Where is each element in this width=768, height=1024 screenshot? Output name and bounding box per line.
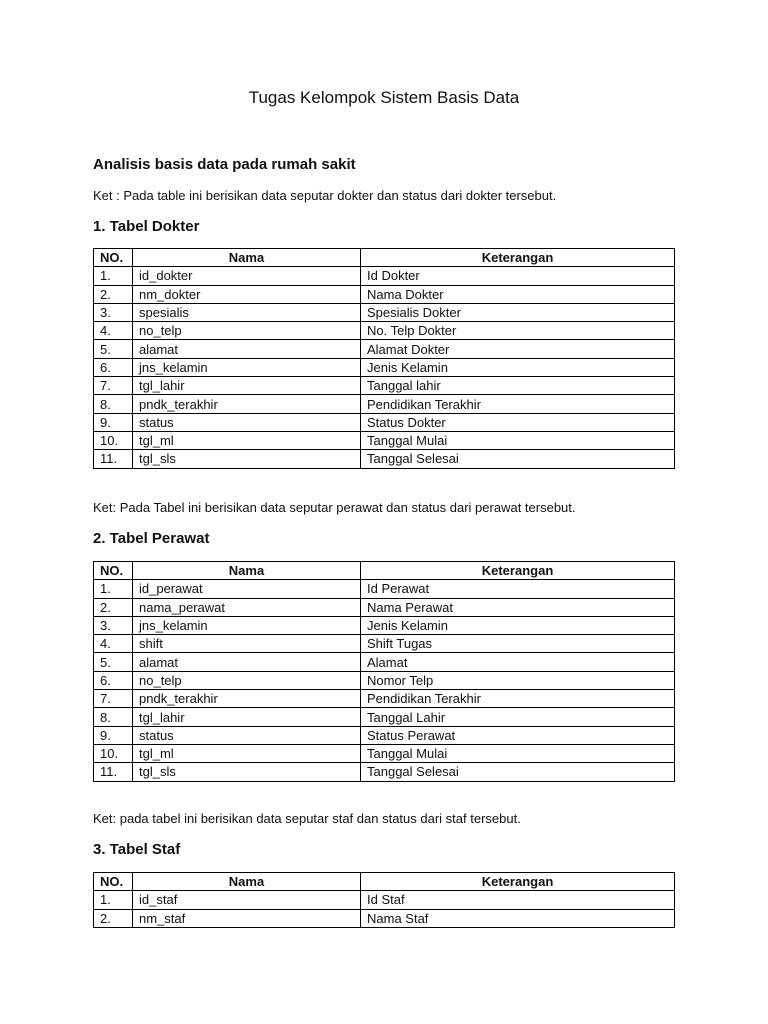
cell-nama: nm_dokter: [133, 285, 361, 303]
table-row: [94, 267, 675, 285]
table-row: [94, 580, 675, 598]
header-no: NO.: [94, 562, 133, 580]
cell-nama: tgl_ml: [133, 744, 361, 762]
cell-no: 3.: [94, 616, 133, 634]
cell-nama: spesialis: [133, 303, 361, 321]
table-row: [94, 616, 675, 634]
cell-keterangan: No. Telp Dokter: [361, 322, 675, 340]
cell-nama: id_staf: [133, 891, 361, 909]
cell-no: 10.: [94, 744, 133, 762]
section-1-heading: 1. Tabel Dokter: [93, 218, 200, 235]
cell-keterangan: Id Dokter: [361, 267, 675, 285]
cell-no: 5.: [94, 340, 133, 358]
table-dokter: [93, 248, 675, 469]
cell-nama: id_dokter: [133, 267, 361, 285]
cell-nama: tgl_sls: [133, 450, 361, 468]
cell-nama: alamat: [133, 653, 361, 671]
cell-keterangan: Pendidikan Terakhir: [361, 395, 675, 413]
table-row: [94, 431, 675, 449]
cell-no: 1.: [94, 267, 133, 285]
table-row: [94, 690, 675, 708]
cell-no: 1.: [94, 891, 133, 909]
cell-keterangan: Status Perawat: [361, 726, 675, 744]
cell-nama: status: [133, 413, 361, 431]
table-row: [94, 358, 675, 376]
cell-keterangan: Id Perawat: [361, 580, 675, 598]
table-row: [94, 653, 675, 671]
cell-nama: pndk_terakhir: [133, 395, 361, 413]
cell-keterangan: Alamat Dokter: [361, 340, 675, 358]
cell-no: 7.: [94, 377, 133, 395]
cell-keterangan: Tanggal lahir: [361, 377, 675, 395]
cell-keterangan: Status Dokter: [361, 413, 675, 431]
table-row: [94, 763, 675, 781]
cell-no: 11.: [94, 450, 133, 468]
header-nama: Nama: [133, 873, 361, 891]
cell-nama: alamat: [133, 340, 361, 358]
cell-nama: pndk_terakhir: [133, 690, 361, 708]
table-row: [94, 340, 675, 358]
header-nama: Nama: [133, 249, 361, 267]
table-header-row: [94, 249, 675, 267]
cell-nama: id_perawat: [133, 580, 361, 598]
cell-keterangan: Nama Dokter: [361, 285, 675, 303]
cell-nama: tgl_lahir: [133, 377, 361, 395]
cell-no: 2.: [94, 909, 133, 927]
header-nama: Nama: [133, 562, 361, 580]
table-row: [94, 891, 675, 909]
cell-nama: jns_kelamin: [133, 358, 361, 376]
table-row: [94, 303, 675, 321]
cell-no: 1.: [94, 580, 133, 598]
table-header-row: [94, 562, 675, 580]
table-row: [94, 909, 675, 927]
section-3-heading: 3. Tabel Staf: [93, 841, 181, 858]
table-perawat: [93, 561, 675, 782]
cell-nama: status: [133, 726, 361, 744]
document-subtitle: Analisis basis data pada rumah sakit: [93, 156, 356, 173]
table-row: [94, 726, 675, 744]
cell-no: 7.: [94, 690, 133, 708]
header-keterangan: Keterangan: [361, 873, 675, 891]
cell-no: 8.: [94, 395, 133, 413]
table-row: [94, 635, 675, 653]
cell-nama: no_telp: [133, 322, 361, 340]
cell-nama: no_telp: [133, 671, 361, 689]
table-row: [94, 285, 675, 303]
table-row: [94, 744, 675, 762]
document-title: Tugas Kelompok Sistem Basis Data: [248, 88, 520, 107]
cell-no: 2.: [94, 598, 133, 616]
cell-no: 9.: [94, 413, 133, 431]
table-row: [94, 450, 675, 468]
table-row: [94, 395, 675, 413]
cell-no: 9.: [94, 726, 133, 744]
cell-keterangan: Pendidikan Terakhir: [361, 690, 675, 708]
section-1-note: Ket : Pada table ini berisikan data seputar dokter dan status dari dokter tersebut.: [93, 188, 557, 203]
table-row: [94, 671, 675, 689]
cell-nama: jns_kelamin: [133, 616, 361, 634]
table-staf: [93, 872, 675, 928]
table-row: [94, 598, 675, 616]
header-keterangan: Keterangan: [361, 562, 675, 580]
cell-nama: tgl_ml: [133, 431, 361, 449]
cell-keterangan: Tanggal Mulai: [361, 431, 675, 449]
cell-keterangan: Tanggal Selesai: [361, 450, 675, 468]
cell-no: 4.: [94, 322, 133, 340]
cell-keterangan: Shift Tugas: [361, 635, 675, 653]
cell-keterangan: Tanggal Mulai: [361, 744, 675, 762]
table-header-row: [94, 873, 675, 891]
cell-keterangan: Nama Perawat: [361, 598, 675, 616]
cell-no: 6.: [94, 671, 133, 689]
section-2-note: Ket: Pada Tabel ini berisikan data seputar perawat dan status dari perawat tersebut.: [93, 500, 576, 515]
cell-no: 4.: [94, 635, 133, 653]
cell-keterangan: Tanggal Selesai: [361, 763, 675, 781]
table-row: [94, 322, 675, 340]
cell-no: 6.: [94, 358, 133, 376]
cell-no: 11.: [94, 763, 133, 781]
table-row: [94, 377, 675, 395]
cell-nama: tgl_sls: [133, 763, 361, 781]
cell-keterangan: Tanggal Lahir: [361, 708, 675, 726]
cell-keterangan: Id Staf: [361, 891, 675, 909]
cell-nama: nama_perawat: [133, 598, 361, 616]
cell-keterangan: Spesialis Dokter: [361, 303, 675, 321]
header-no: NO.: [94, 249, 133, 267]
cell-keterangan: Jenis Kelamin: [361, 358, 675, 376]
cell-keterangan: Alamat: [361, 653, 675, 671]
cell-keterangan: Nomor Telp: [361, 671, 675, 689]
cell-nama: tgl_lahir: [133, 708, 361, 726]
cell-no: 8.: [94, 708, 133, 726]
cell-nama: nm_staf: [133, 909, 361, 927]
header-keterangan: Keterangan: [361, 249, 675, 267]
cell-no: 3.: [94, 303, 133, 321]
cell-no: 2.: [94, 285, 133, 303]
cell-no: 5.: [94, 653, 133, 671]
section-3-note: Ket: pada tabel ini berisikan data seputar staf dan status dari staf tersebut.: [93, 811, 521, 826]
table-row: [94, 413, 675, 431]
cell-keterangan: Jenis Kelamin: [361, 616, 675, 634]
cell-no: 10.: [94, 431, 133, 449]
section-2-heading: 2. Tabel Perawat: [93, 530, 210, 547]
header-no: NO.: [94, 873, 133, 891]
cell-keterangan: Nama Staf: [361, 909, 675, 927]
cell-nama: shift: [133, 635, 361, 653]
table-row: [94, 708, 675, 726]
